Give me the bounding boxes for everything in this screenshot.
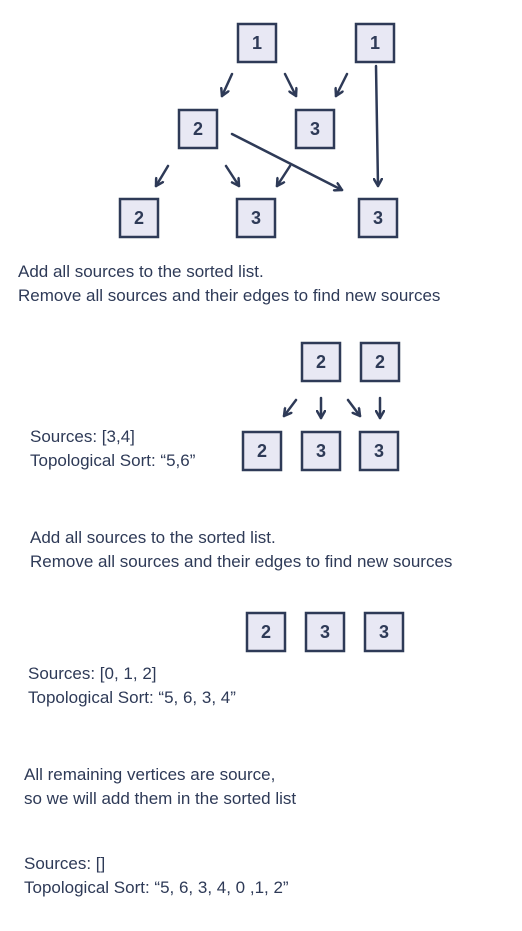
step2-caption-line2: Remove all sources and their edges to find new sources xyxy=(30,552,453,571)
step4-sources: Sources: [] xyxy=(24,854,106,873)
edge xyxy=(226,166,239,186)
step3-caption-line1: All remaining vertices are source, xyxy=(24,765,276,784)
step1-graph xyxy=(120,24,397,237)
step2-graph xyxy=(243,343,399,470)
vertex-label: 1 xyxy=(251,33,263,53)
edge xyxy=(277,166,290,186)
edge xyxy=(156,166,168,186)
edge xyxy=(348,400,360,416)
vertex xyxy=(359,199,397,237)
vertex xyxy=(302,432,340,470)
vertex-label: 3 xyxy=(372,208,384,228)
vertex-label: 2 xyxy=(260,622,272,642)
vertex xyxy=(179,110,217,148)
vertex xyxy=(356,24,394,62)
step3-topological-sort: Topological Sort: “5, 6, 3, 4” xyxy=(28,688,236,707)
vertex-label: 2 xyxy=(256,441,268,461)
vertex-label: 3 xyxy=(315,441,327,461)
vertex xyxy=(302,343,340,381)
step4-topological-sort: Topological Sort: “5, 6, 3, 4, 0 ,1, 2” xyxy=(24,878,289,897)
vertex-label: 1 xyxy=(369,33,381,53)
vertex-label: 2 xyxy=(374,352,386,372)
vertex-label: 2 xyxy=(133,208,145,228)
vertex xyxy=(296,110,334,148)
vertex xyxy=(247,613,285,651)
edge xyxy=(376,66,378,186)
vertex xyxy=(365,613,403,651)
vertex xyxy=(306,613,344,651)
step1-caption-line2: Remove all sources and their edges to find new sources xyxy=(18,286,441,305)
step1-caption-line1: Add all sources to the sorted list. xyxy=(18,262,264,281)
vertex xyxy=(120,199,158,237)
vertex-label: 3 xyxy=(309,119,321,139)
vertex-label: 3 xyxy=(250,208,262,228)
vertex xyxy=(237,199,275,237)
vertex xyxy=(243,432,281,470)
edge xyxy=(222,74,232,96)
step2-sources: Sources: [3,4] xyxy=(30,427,135,446)
step2-caption-line1: Add all sources to the sorted list. xyxy=(30,528,276,547)
vertex-label: 3 xyxy=(378,622,390,642)
step3-sources: Sources: [0, 1, 2] xyxy=(28,664,157,683)
edge xyxy=(285,74,296,96)
step2-topological-sort: Topological Sort: “5,6” xyxy=(30,451,196,470)
edge xyxy=(284,400,296,416)
vertex xyxy=(361,343,399,381)
step3-graph xyxy=(247,613,403,651)
vertex-label: 2 xyxy=(192,119,204,139)
vertex-label: 2 xyxy=(315,352,327,372)
vertex xyxy=(360,432,398,470)
vertex-label: 3 xyxy=(373,441,385,461)
vertex xyxy=(238,24,276,62)
vertex-label: 3 xyxy=(319,622,331,642)
edge xyxy=(336,74,347,96)
step3-caption-line2: so we will add them in the sorted list xyxy=(24,789,297,808)
